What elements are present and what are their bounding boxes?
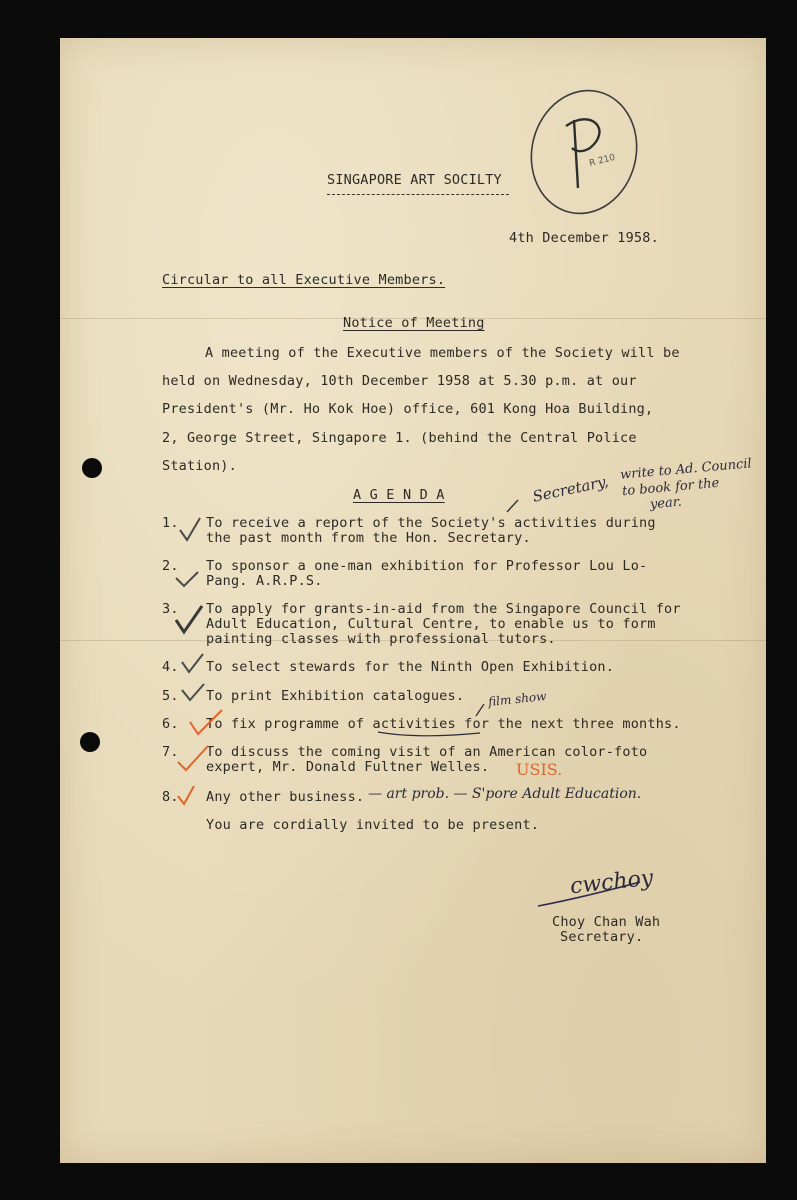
body-line: held on Wednesday, 10th December 1958 at 5.30 p.m. at our xyxy=(162,373,637,389)
note-write: to book for the xyxy=(621,475,720,500)
note-usis: USIS. xyxy=(516,760,563,779)
note-write: year. xyxy=(649,494,683,513)
agenda-item-line: To select stewards for the Ninth Open Exhibition. xyxy=(206,659,615,675)
svg-text:R 210: R 210 xyxy=(588,152,617,169)
agenda-item-line: To apply for grants-in-aid from the Singapore Council for xyxy=(206,601,681,617)
agenda-number: 2. xyxy=(162,558,179,574)
agenda-number: 8. xyxy=(162,789,179,805)
agenda-item-line: Adult Education, Cultural Centre, to enable us to form xyxy=(206,616,656,632)
note-film-show: film show xyxy=(487,688,547,710)
agenda-item-line: the past month from the Hon. Secretary. xyxy=(206,530,531,546)
agenda-number: 5. xyxy=(162,688,179,704)
agenda-number: 1. xyxy=(162,515,179,531)
registry-stamp xyxy=(519,79,650,224)
agenda-number: 7. xyxy=(162,744,179,760)
closing-line: You are cordially invited to be present. xyxy=(206,817,540,833)
check-mark-icon xyxy=(176,518,222,804)
body-line: A meeting of the Executive members of the Society will be xyxy=(205,345,680,361)
circular-heading: Circular to all Executive Members. xyxy=(162,272,446,288)
agenda-item-line: To print Exhibition catalogues. xyxy=(206,688,465,704)
agenda-item-line: expert, Mr. Donald Fultner Welles. xyxy=(206,759,490,775)
body-line: President's (Mr. Ho Kok Hoe) office, 601 Kong Hoa Building, xyxy=(162,401,654,417)
signatory-title: Secretary. xyxy=(560,929,644,945)
note-other-business: — art prob. — S'pore Adult Education. xyxy=(368,786,642,802)
agenda-number: 4. xyxy=(162,659,179,675)
signature: cwchoy xyxy=(568,865,655,900)
note-secretary: Secretary, xyxy=(530,472,611,506)
note-write: write to Ad. Council xyxy=(619,456,753,483)
body-line: Station). xyxy=(162,458,237,474)
body-line: 2, George Street, Singapore 1. (behind the Central Police xyxy=(162,430,637,446)
notice-title: Notice of Meeting xyxy=(343,315,485,331)
agenda-number: 6. xyxy=(162,716,179,732)
agenda-item-line: Pang. A.R.P.S. xyxy=(206,573,323,589)
org-title: SINGAPORE ART SOCILTY xyxy=(327,172,502,188)
agenda-item-line: To sponsor a one-man exhibition for Professor Lou Lo- xyxy=(206,558,648,574)
letter-date: 4th December 1958. xyxy=(509,230,659,246)
agenda-item-line: To receive a report of the Society's activities during xyxy=(206,515,656,531)
signatory-name: Choy Chan Wah xyxy=(552,914,661,930)
agenda-item-line: To discuss the coming visit of an American color-foto xyxy=(206,744,648,760)
agenda-title: A G E N D A xyxy=(353,487,445,503)
agenda-item-line: To fix programme of activities for the next three months. xyxy=(206,716,681,732)
agenda-item-line: Any other business. xyxy=(206,789,365,805)
agenda-number: 3. xyxy=(162,601,179,617)
agenda-item-line: painting classes with professional tutors. xyxy=(206,631,556,647)
